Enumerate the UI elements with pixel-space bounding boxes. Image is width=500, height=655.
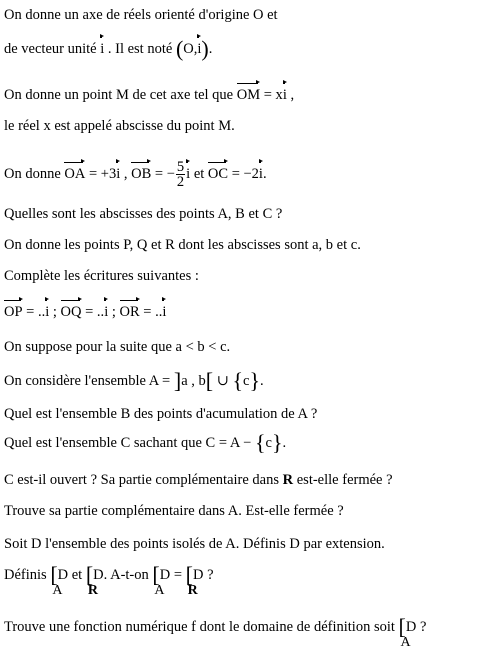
text-line-9 [4,303,166,321]
text-line-12: Quel est l'ensemble B des points d'acumulation de A ? [4,406,318,422]
text-segment: = [170,567,186,583]
text-line-3 [4,86,294,104]
text-segment: = x [260,87,283,103]
text-segment: est-elle fermée ? [293,472,393,488]
text-segment: , [286,87,295,103]
text-line-5 [4,160,267,189]
text-segment: . Il est noté [104,41,176,57]
text-segment: c [265,435,272,451]
text-line-18 [4,614,427,650]
right-bracket: ] [173,368,182,393]
reals-symbol: R [282,472,294,488]
text-segment: ; [108,304,120,320]
fraction-denominator: 2 [176,174,185,190]
text-line-16: Soit D l'ensemble des points isolés de A. Définis D par extension. [4,536,385,552]
vector-i: i [116,165,121,182]
text-segment: et [68,567,86,583]
vector-i: i [197,41,202,57]
vector-op: OP [4,304,23,320]
text-line-13 [4,430,287,455]
text-segment: . [282,435,287,451]
left-bracket: [ [205,368,214,393]
closure-notation: [D R [85,562,104,598]
text-segment: et [190,165,208,182]
text-segment: On considère l'ensemble A = [4,373,174,389]
text-segment: D [405,619,417,635]
vector-oa: OA [64,165,86,182]
subscript: A [154,583,165,598]
text-segment: = − [151,165,175,182]
right-paren: ) [201,36,209,61]
text-segment: . [262,165,267,182]
text-segment: ; [49,304,61,320]
text-segment: a , b [181,373,206,389]
text-segment: = +3 [85,165,117,182]
text-line-10: On suppose pour la suite que a < b < c. [4,339,231,355]
text-segment: = .. [139,304,163,320]
vector-ob: OB [131,165,152,182]
text-line-8: Complète les écritures suivantes : [4,268,199,284]
left-brace: { [232,368,244,393]
text-line-2: de vecteur unité i . Il est noté (O,i). [4,36,213,61]
left-paren: ( [175,36,184,61]
text-segment: ? [203,567,214,583]
left-brace: { [254,430,266,455]
text-segment: Trouve une fonction numérique f dont le domaine de définition soit [4,619,399,635]
text-segment: = .. [22,304,46,320]
vector-or: OR [119,304,140,320]
text-line-7: On donne les points P, Q et R dont les abscisses sont a, b et c. [4,237,361,253]
vector-i: i [100,41,105,57]
vector-i: i [104,304,109,320]
vector-i: i [162,304,167,320]
text-segment: On donne un point M de cet axe tel que [4,87,237,103]
vector-i: i [282,87,287,103]
vector-oc: OC [207,165,229,182]
text-segment: = −2 [228,165,259,182]
fraction-numerator: 5 [176,159,185,175]
right-brace: } [271,430,283,455]
closure-notation: [D A [50,562,69,598]
subscript: A [400,635,411,650]
text-segment: = .. [81,304,105,320]
vector-oq: OQ [60,304,82,320]
text-segment: , [120,165,132,182]
subscript: R [187,583,198,598]
text-segment: . A-t-on [103,567,153,583]
text-segment: de vecteur unité [4,41,101,57]
text-segment: D [57,567,69,583]
right-brace: } [249,368,261,393]
vector-i: i [45,304,50,320]
vector-i: i [186,165,191,182]
text-segment: ∪ [213,373,233,389]
text-segment: D [192,567,204,583]
text-segment: Quel est l'ensemble C sachant que C = A − [4,435,255,451]
fraction [176,160,185,189]
subscript: R [87,583,98,598]
text-line-11 [4,368,264,393]
subscript: A [52,583,63,598]
text-line-6: Quelles sont les abscisses des points A, B et C ? [4,206,283,222]
closure-notation: [D A [398,614,417,650]
text-line-17 [4,562,214,598]
text-segment: D [93,567,104,583]
closure-notation: [D A [152,562,171,598]
text-line-1: On donne un axe de réels orienté d'origine O et [4,7,278,23]
vector-i: i [258,165,263,182]
text-segment: On donne [4,165,65,182]
text-line-15: Trouve sa partie complémentaire dans A. Est-elle fermée ? [4,503,344,519]
text-line-4: le réel x est appelé abscisse du point M. [4,118,235,134]
text-segment: D [159,567,171,583]
text-segment: O, [183,41,198,57]
text-segment: c [243,373,250,389]
closure-notation: [D R [185,562,204,598]
text-segment: C est-il ouvert ? Sa partie complémentaire dans [4,472,283,488]
text-segment: . [260,373,264,389]
text-line-14 [4,471,393,489]
text-segment: ? [416,619,427,635]
vector-om: OM [236,87,261,103]
text-segment: Définis [4,567,51,583]
